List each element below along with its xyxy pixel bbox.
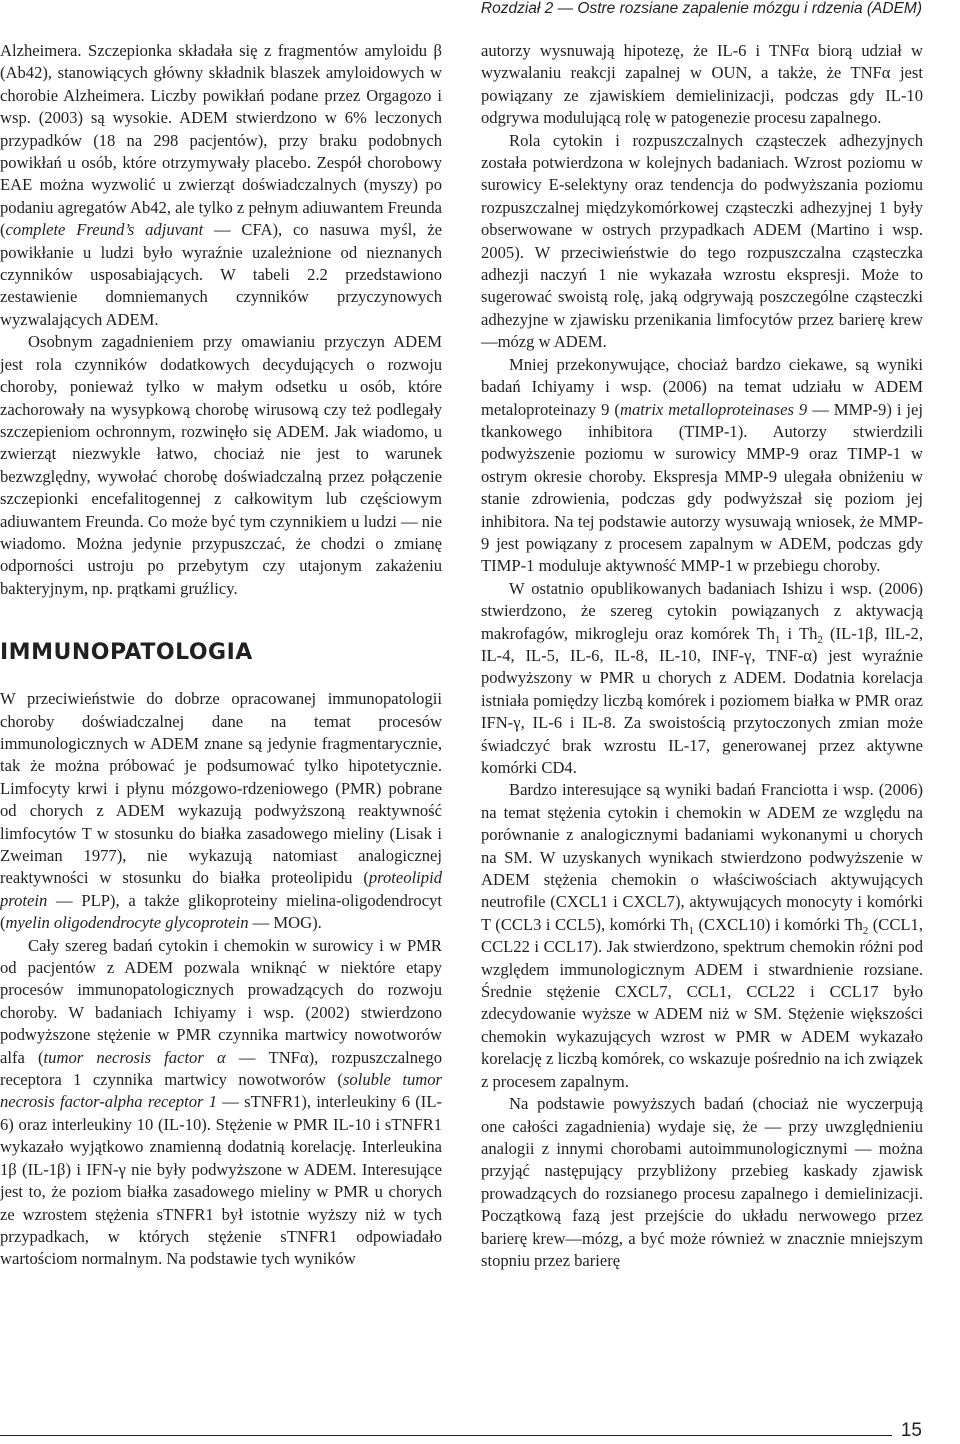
right-column bbox=[481, 40, 923, 1272]
paragraph: autorzy wysnuwają hipotezę, że IL-6 i TNFα biorą udział w wyzwalaniu reakcji zapalnej w OUN, a także, że TNFα jest powiązany ze zjawiskiem demielinizacji, podczas gdy IL-10 odgrywa modulującą rolę w patogenezie procesu zapalnego. bbox=[481, 41, 923, 128]
running-head: Rozdział 2 — Ostre rozsiane zapalenie mózgu i rdzenia (ADEM) bbox=[480, 0, 922, 17]
paragraph: Bardzo interesujące są wyniki badań Franciotta i wsp. (2006) na temat stężenia cytokin i chemokin w ADEM ze względu na porównanie z analogicznymi badaniami wykonanymi u chorych na SM. W uzyskanych wynikach stwierdzono podwyższenie w ADEM stężenia chemokin o właściwościach aktywujących neutrofile (CXCL1 i CXCL7), aktywujących monocyty i komórki T (CCL3 i CCL5), komórki $Th_1$ (CXCL10) i komórki $Th_2$ (CCL1, CCL22 i CCL17). Jak stwierdzono, spektrum chemokin różni pod względem immunologicznym ADEM i stwardnienie rozsiane. Średnie stężenie CXCL7, CCL1, CCL22 i CCL17 było zdecydowanie wyższe w ADEM niż w SM. Stężenie większości chemokin wykazujących wzrost w PMR w ADEM wykazało korelację z liczbą komórek, co wskazuje pośrednio na ich związek z procesem zapalnym. bbox=[481, 780, 923, 1091]
left-column bbox=[0, 40, 442, 1271]
paragraph: W przeciwieństwie do dobrze opracowanej immunopatologii choroby doświadczalnej dane na temat procesów immunologicznych w ADEM znane są jedynie fragmentarycznie, tak że można próbować je podsumować tylko hipotetycznie. Limfocyty krwi i płynu mózgowo-rdzeniowego (PMR) pobrane od chorych z ADEM wykazują podwyższoną reaktywność limfocytów T w stosunku do białka zasadowego mieliny (Lisak i Zweiman 1977), nie wykazują natomiast analogicznej reaktywności w stosunku do białka proteolipidu (proteolipid protein — PLP), a także glikoproteiny mielina-oligodendrocyt (myelin oligodendrocyte glycoprotein — MOG). bbox=[0, 689, 442, 933]
paragraph: Cały szereg badań cytokin i chemokin w surowicy i w PMR od pacjentów z ADEM pozwala wniknąć w niektóre etapy procesów immunopatologicznych prowadzących do rozwoju choroby. W badaniach Ichiyamy i wsp. (2002) stwierdzono podwyższone stężenie w PMR czynnika martwicy nowotworów alfa (tumor necrosis factor α — TNFα), rozpuszczalnego receptora 1 czynnika martwicy nowotworów (soluble tumor necrosis factor-alpha receptor 1 — sTNFR1), interleukiny 6 (IL-6) oraz interleukiny 10 (IL-10). Stężenie w PMR IL-10 i sTNFR1 wykazało wyjątkowo znamienną dodatnią korelację. Interleukina 1β (IL-1β) i IFN-γ nie były podwyższone w ADEM. Interesujące jest to, że poziom białka zasadowego mieliny w PMR u chorych ze wzrostem stężenia sTNFR1 był istotnie wyższy niż w tych przypadkach, w których stężenie sTNFR1 odpowiadało wartościom normalnym. Na podstawie tych wyników bbox=[0, 935, 442, 1269]
paragraph: Mniej przekonywujące, chociaż bardzo ciekawe, są wyniki badań Ichiyamy i wsp. (2006) na temat udziału w ADEM metaloproteinazy 9 (matrix metalloproteinases 9 — MMP-9) i jej tkankowego inhibitora (TIMP-1). Autorzy stwierdzili podwyższenie poziomu w surowicy MMP-9 oraz TIMP-1 w ostrym okresie choroby. Ekspresja MMP-9 ulegała obniżeniu w stanie zdrowienia, podczas gdy podwyższał się poziom jej inhibitora. Na tej podstawie autorzy wysuwają wniosek, że MMP-9 jest powiązany z procesem zapalnym w ADEM, podczas gdy TIMP-1 moduluje aktywność MMP-1 w przebiegu choroby. bbox=[481, 354, 923, 576]
paragraph: W ostatnio opublikowanych badaniach Ishizu i wsp. (2006) stwierdzono, że szereg cytokin powiązanych z aktywacją makrofagów, mikrogleju oraz komórek $Th_1$ i $Th_2$ (IL-1β, IlL-2, IL-4, IL-5, IL-6, IL-8, IL-10, INF-γ, TNF-α) jest wyraźnie podwyższony w PMR u chorych z ADEM. Dodatnia korelacja istniała pomiędzy liczbą komórek i poziomem białka w PMR oraz IFN-γ, IL-6 i IL-8. Za swoistością przytoczonych zmian może świadczyć brak wzrostu IL-17, generowanej przez aktywne komórki CD4. bbox=[481, 578, 923, 777]
page-number: 15 bbox=[900, 1420, 922, 1441]
footer-rule bbox=[0, 1435, 892, 1436]
paragraph: Rola cytokin i rozpuszczalnych cząsteczek adhezyjnych została potwierdzona w kolejnych badaniach. Wzrost poziomu w surowicy E-selektyny oraz tendencja do podwyższania poziomu rozpuszczalnej międzykomórkowej cząsteczki adhezyjnej 1 były obserwowane w ostrych przypadkach ADEM (Martino i wsp. 2005). W przeciwieństwie do tego rozpuszczalna cząsteczka adhezji naczyń 1 nie wykazała wzrostu ekspresji. Może to sugerować swoistą rolę, jaką odgrywają poszczególne cząsteczki adhezyjne w zjawisku przenikania limfocytów przez barierę krew—mózg w ADEM. bbox=[481, 130, 923, 352]
paragraph: Alzheimera. Szczepionka składała się z fragmentów amyloidu β (Ab42), stanowiących główny składnik blaszek amyloidowych w chorobie Alzheimera. Liczby powikłań podane przez Orgagozo i wsp. (2003) są wysokie. ADEM stwierdzono w 6% leczonych przypadków (18 na 298 pacjentów), przy braku podobnych powikłań u osób, które otrzymywały placebo. Zespół chorobowy EAE można wyzwolić u zwierząt doświadczalnych (myszy) po podaniu agregatów Ab42, ale tylko z pełnym adiuwantem Freunda (complete Freund’s adjuvant — CFA), co nasuwa myśl, że powikłanie u ludzi było wyraźnie uzależnione od nieznanych czynników usposabiających. W tabeli 2.2 przedstawiono zestawienie domniemanych czynników przyczynowych wyzwalających ADEM. bbox=[0, 41, 442, 329]
paragraph: Osobnym zagadnieniem przy omawianiu przyczyn ADEM jest rola czynników dodatkowych decydujących o rozwoju choroby, ponieważ tylko w małym odsetku u osób, które zachorowały na wysypkową chorobę wirusową czy też podlegały szczepieniom ochronnym, rozwinęło się ADEM. Jak wiadomo, u zwierząt niezwykle łatwo, chociaż nie jest to warunek bezwzględny, wywołać chorobę doświadczalną przez połączenie szczepionki encefalitogennej z całkowitym lub częściowym adiuwantem Freunda. Co może być tym czynnikiem u ludzi — nie wiadomo. Można jedynie przypuszczać, że chodzi o zmianę odporności ustroju po przebytym czy utajonym zakażeniu bakteryjnym, np. prątkami gruźlicy. bbox=[0, 332, 442, 598]
section-heading: IMMUNOPATOLOGIA bbox=[0, 640, 253, 666]
paragraph: Na podstawie powyższych badań (chociaż nie wyczerpują one całości zagadnienia) wydaje się, że — przy uwzględnieniu analogii z innymi chorobami autoimmunologicznymi — można przyjąć następujący przybliżony przebieg kaskady zjawisk prowadzących do rozsianego procesu zapalnego i demielinizacji. Początkową fazą jest przejście do układu nerwowego przez barierę krew—mózg, a być może również w znacznie mniejszym stopniu przez barierę bbox=[481, 1094, 923, 1270]
